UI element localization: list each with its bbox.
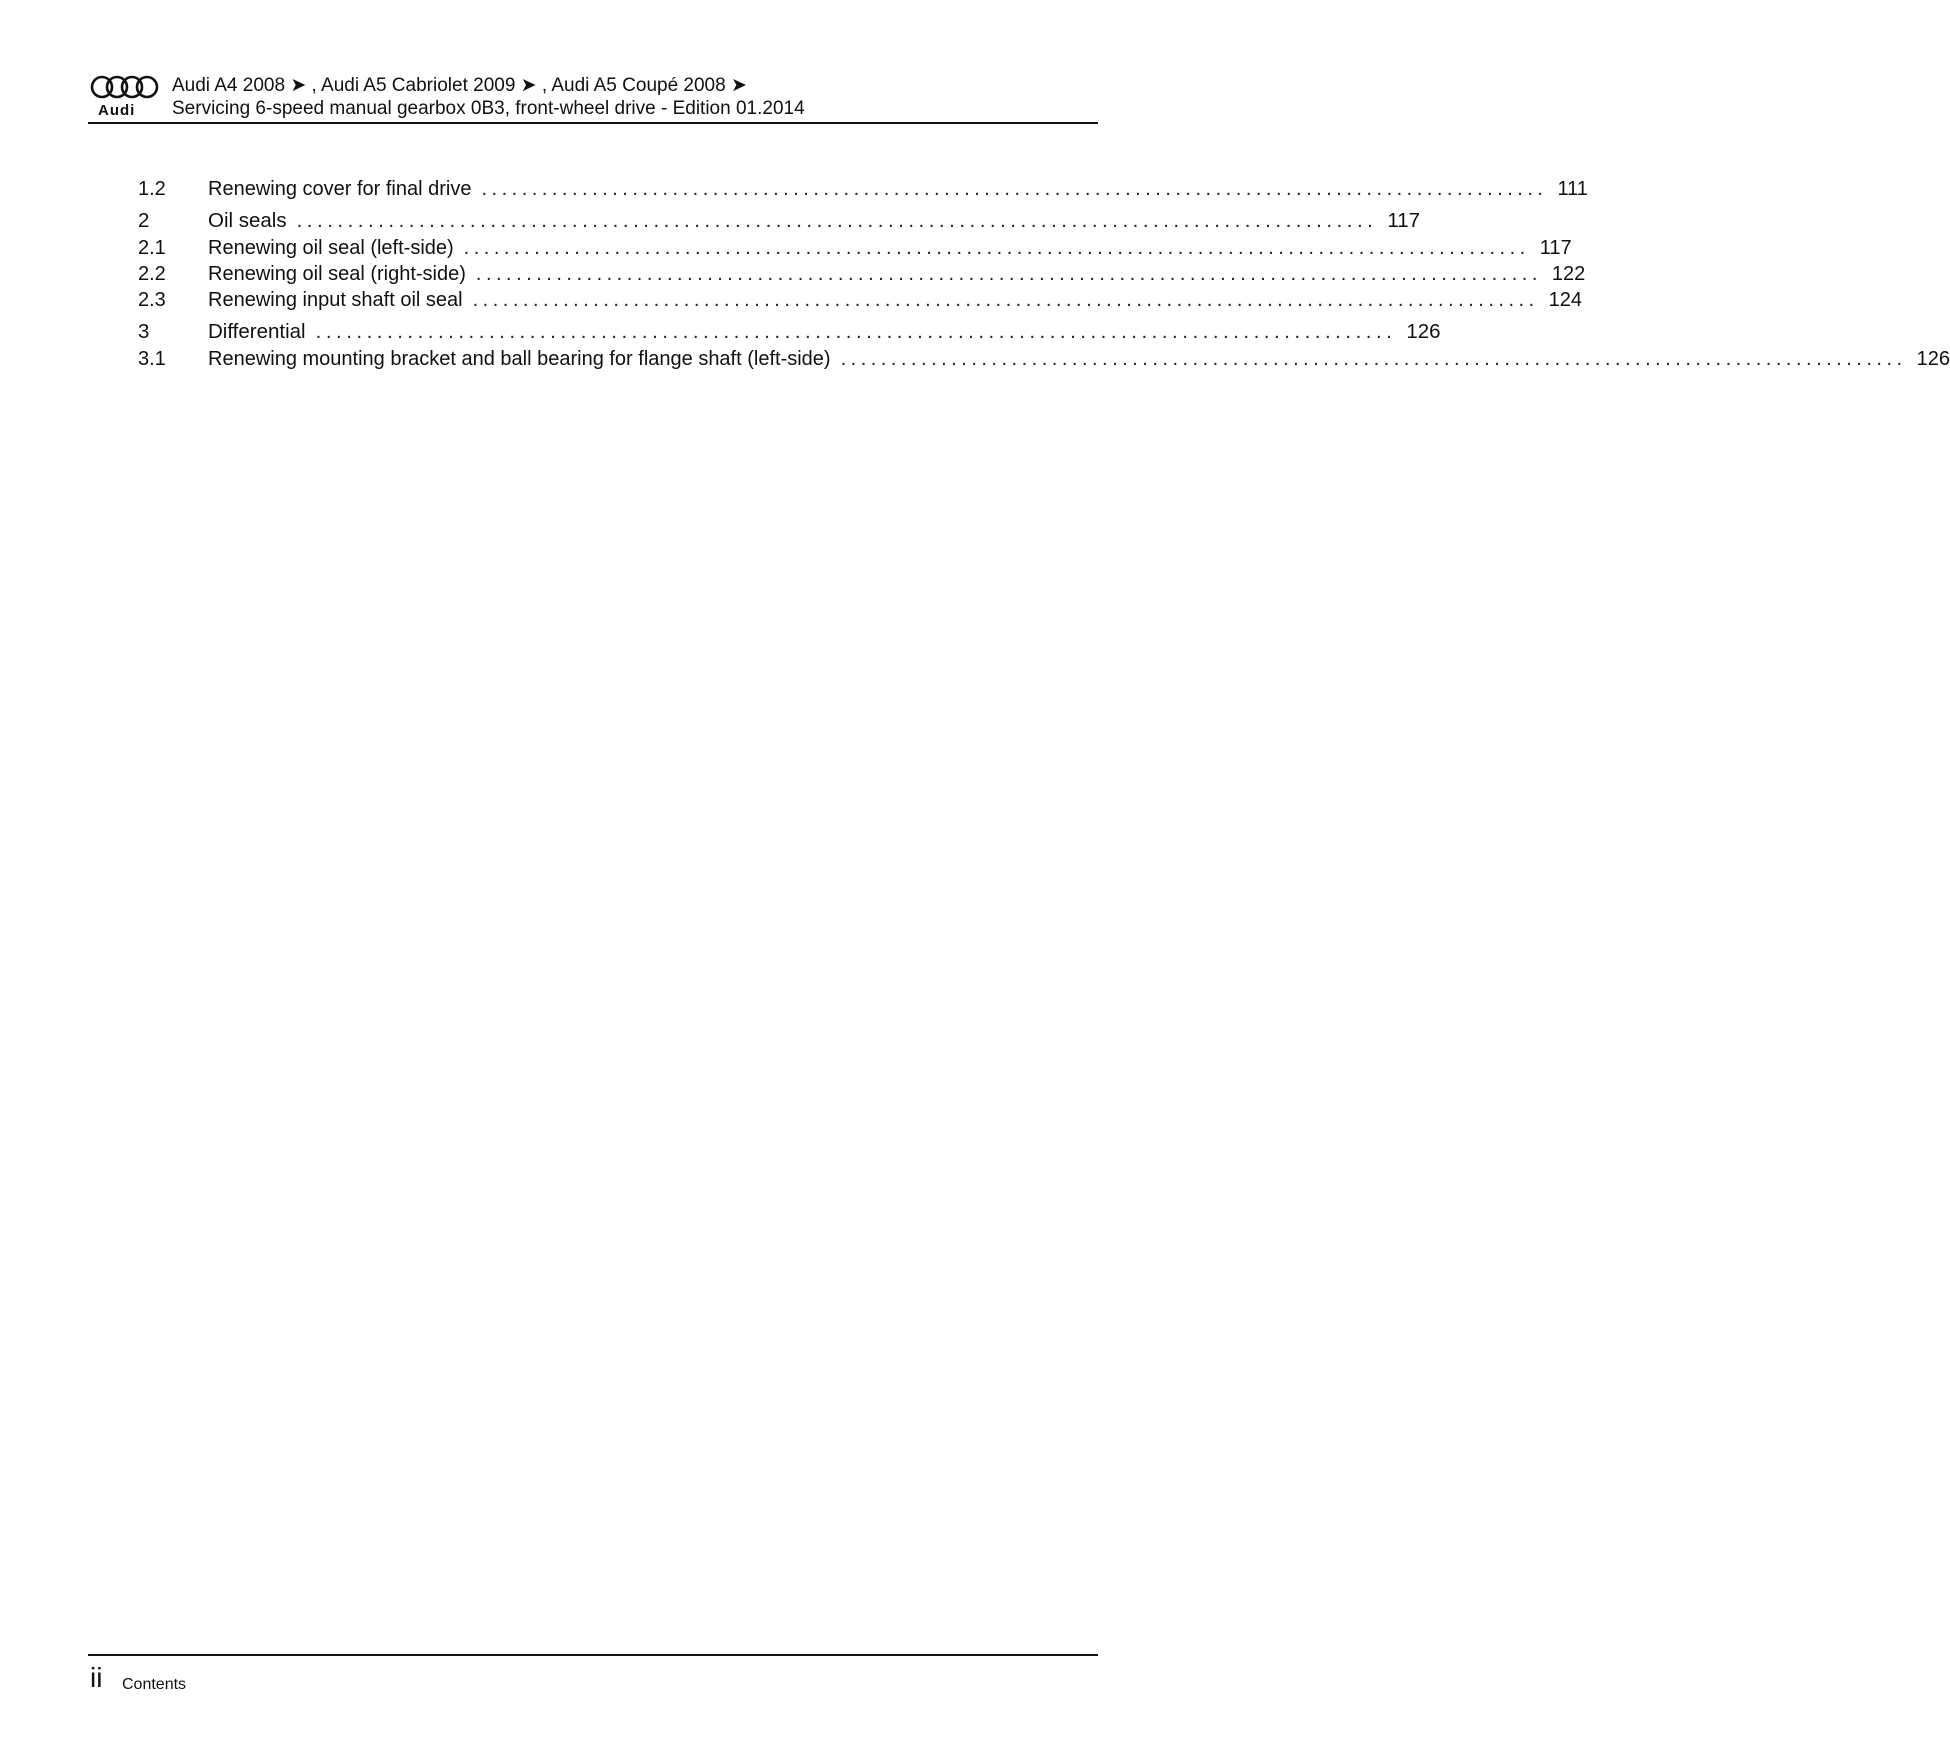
page-number: ii: [90, 1662, 103, 1693]
toc-entry-number: 1.2: [138, 178, 166, 200]
toc-leader-dots: ..........................................................................................................: [840, 348, 1907, 370]
table-of-contents: [138, 176, 1950, 372]
toc-entry-page: 117: [1387, 209, 1421, 232]
toc-entry-title: Renewing oil seal (left-side): [208, 237, 454, 259]
toc-leader-dots: ..........................................................................................................: [472, 289, 1539, 311]
toc-entry-title: Renewing input shaft oil seal: [208, 289, 463, 311]
toc-entry-number: 3.1: [138, 348, 166, 370]
toc-leader-dots: ..........................................................................................................: [475, 263, 1542, 285]
toc-entry-3[interactable]: [138, 318, 1441, 346]
toc-entry-number: 3: [138, 320, 150, 343]
toc-leader-dots: ..........................................................................................................: [296, 209, 1378, 232]
toc-entry-1-2[interactable]: [138, 176, 1588, 202]
footer-section-label: Contents: [122, 1676, 187, 1693]
toc-leader-dots: ..........................................................................................................: [463, 237, 1530, 259]
toc-entry-title: Renewing mounting bracket and ball bearing for flange shaft (left-side): [208, 348, 831, 370]
toc-entry-2-1[interactable]: [138, 235, 1572, 261]
toc-entry-page: 124: [1548, 289, 1582, 311]
header-manual-title: Servicing 6-speed manual gearbox 0B3, front-wheel drive - Edition 01.2014: [172, 98, 805, 119]
toc-entry-title: Renewing oil seal (right-side): [208, 263, 466, 285]
toc-entry-2-2[interactable]: [138, 261, 1586, 287]
toc-entry-title: Oil seals: [208, 209, 287, 232]
toc-entry-number: 2: [138, 209, 150, 232]
audi-wordmark: Audi: [98, 102, 136, 119]
toc-leader-dots: ..........................................................................................................: [481, 178, 1548, 200]
page-footer: [88, 1654, 1098, 1696]
toc-entry-number: 2.1: [138, 237, 166, 259]
toc-entry-page: 111: [1557, 178, 1588, 200]
toc-entry-2-3[interactable]: [138, 287, 1582, 313]
toc-entry-title: Differential: [208, 320, 306, 343]
toc-entry-number: 2.3: [138, 289, 166, 311]
toc-entry-2[interactable]: [138, 207, 1421, 235]
toc-entry-page: 122: [1551, 263, 1586, 285]
header-vehicle-models: Audi A4 2008 ➤ , Audi A5 Cabriolet 2009 ➤ , Audi A5 Coupé 2008 ➤: [172, 75, 747, 96]
audi-logo: [90, 74, 160, 118]
toc-entry-number: 2.2: [138, 263, 166, 285]
audi-rings-icon: [90, 74, 160, 100]
toc-entry-page: 117: [1539, 237, 1572, 259]
toc-entry-title: Renewing cover for final drive: [208, 178, 472, 200]
toc-entry-page: 126: [1916, 348, 1950, 370]
page-header: [88, 70, 1098, 124]
toc-leader-dots: ..........................................................................................................: [315, 320, 1397, 343]
toc-entry-3-1[interactable]: [138, 346, 1950, 372]
toc-entry-page: 126: [1406, 320, 1441, 343]
